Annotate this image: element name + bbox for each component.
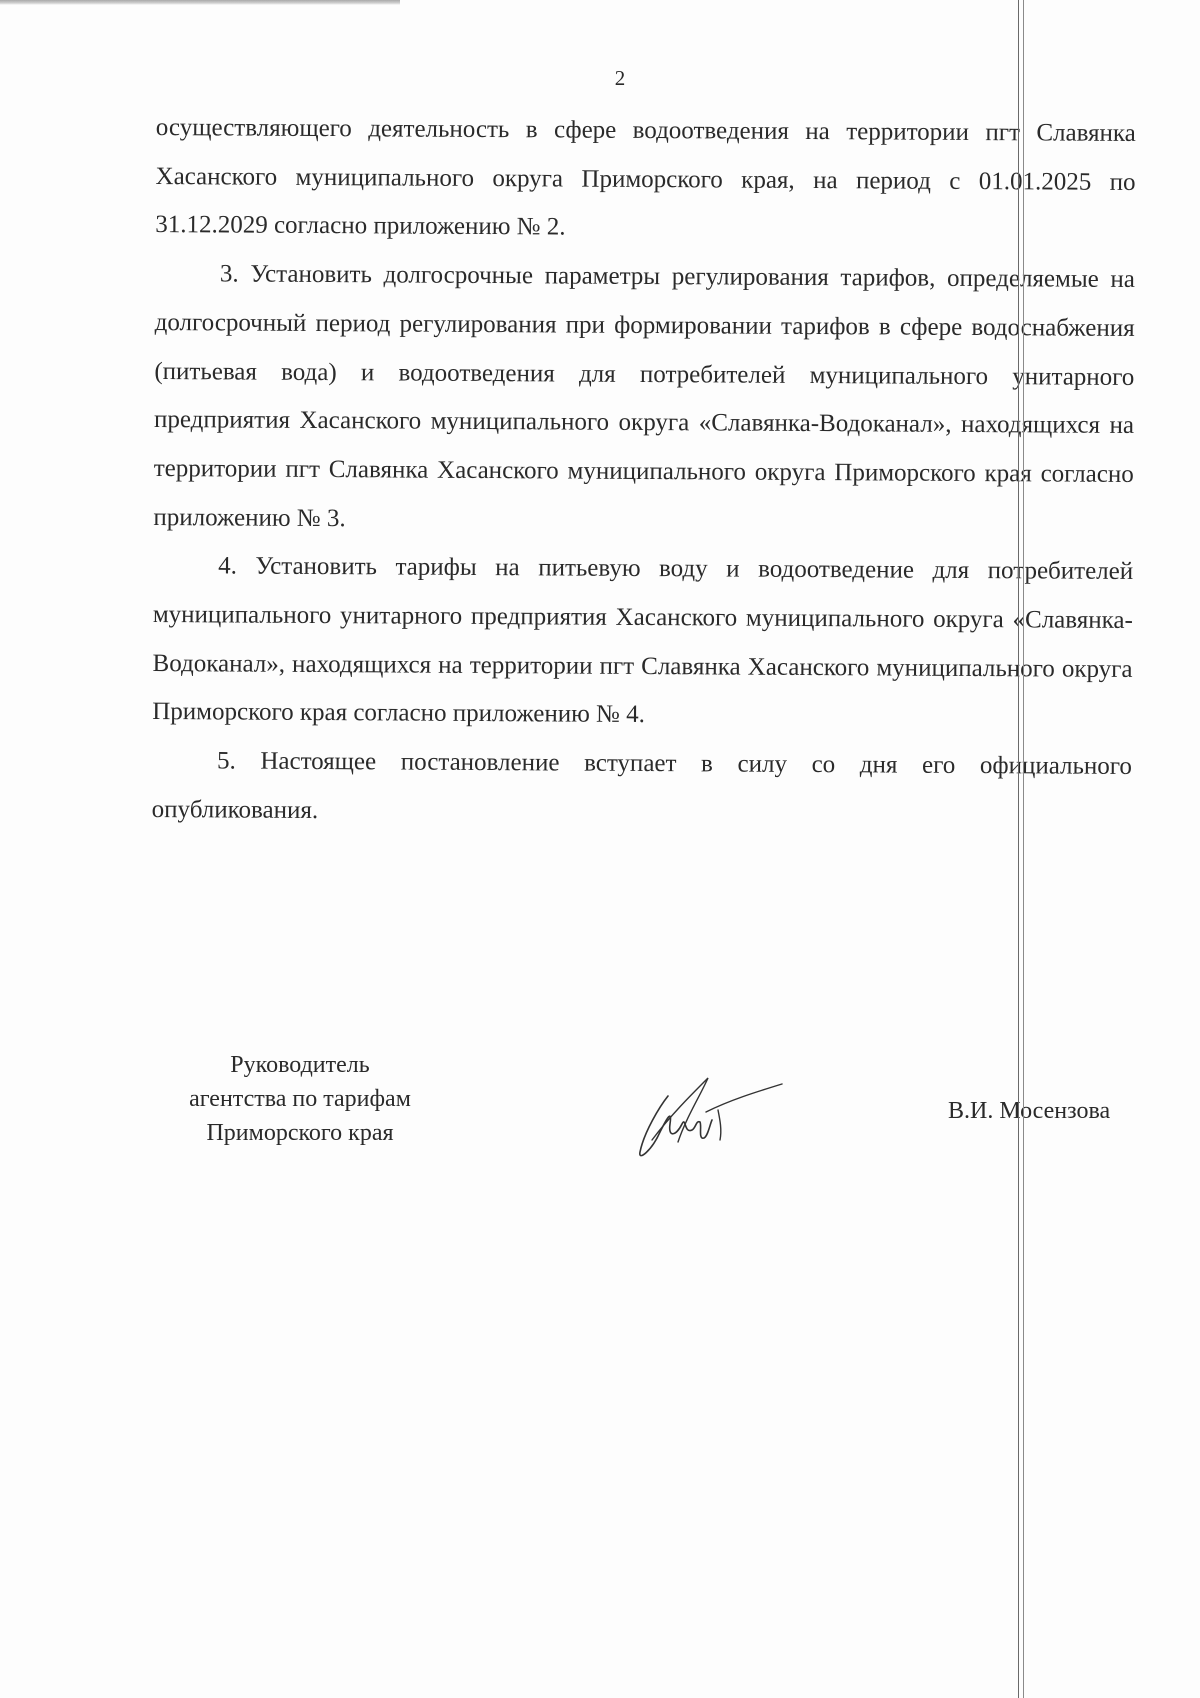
handwritten-signature bbox=[630, 1066, 790, 1166]
paragraph-continuation: осуществляющего деятельность в сфере водоотведения на территории пгт Славянка Хасанского муниципального округа Приморского края, на период с 01.01.2025 по 31.12.2029 согласно приложению № 2. bbox=[155, 113, 1136, 241]
paragraph-item-5: 5. Настоящее постановление вступает в силу со дня его официального опубликования. bbox=[151, 747, 1133, 824]
scan-fold-line bbox=[1018, 0, 1024, 1698]
paragraph-item-4: 4. Установить тарифы на питьевую воду и водоотведение для потребителей муниципального унитарного предприятия Хасанского муниципального округа «Славянка-Водоканал», находящихся на территории пгт Славянка Хасанского муниципального округа Приморского края согласно приложению № 4. bbox=[152, 552, 1134, 729]
position-line: Приморского края bbox=[206, 1120, 394, 1146]
position-line: Руководитель bbox=[230, 1052, 370, 1078]
signatory-position bbox=[150, 1048, 450, 1150]
page-number: 2 bbox=[614, 66, 626, 90]
paragraph-item-3: 3. Установить долгосрочные параметры регулирования тарифов, определяемые на долгосрочный период регулирования при формировании тарифов в сфере водоснабжения (питьевая вода) и водоотведения для потребителей муниципального унитарного предприятия Хасанского муниципального округа «Славянка-Водоканал», находящихся на территории пгт Славянка Хасанского муниципального округа Приморского края согласно приложению № 3. bbox=[153, 260, 1136, 532]
signer-name: В.И. Мосензова bbox=[948, 1098, 1111, 1124]
position-line: агентства по тарифам bbox=[189, 1086, 411, 1112]
scan-artifact-streak bbox=[0, 0, 400, 5]
document-body bbox=[152, 104, 1136, 841]
